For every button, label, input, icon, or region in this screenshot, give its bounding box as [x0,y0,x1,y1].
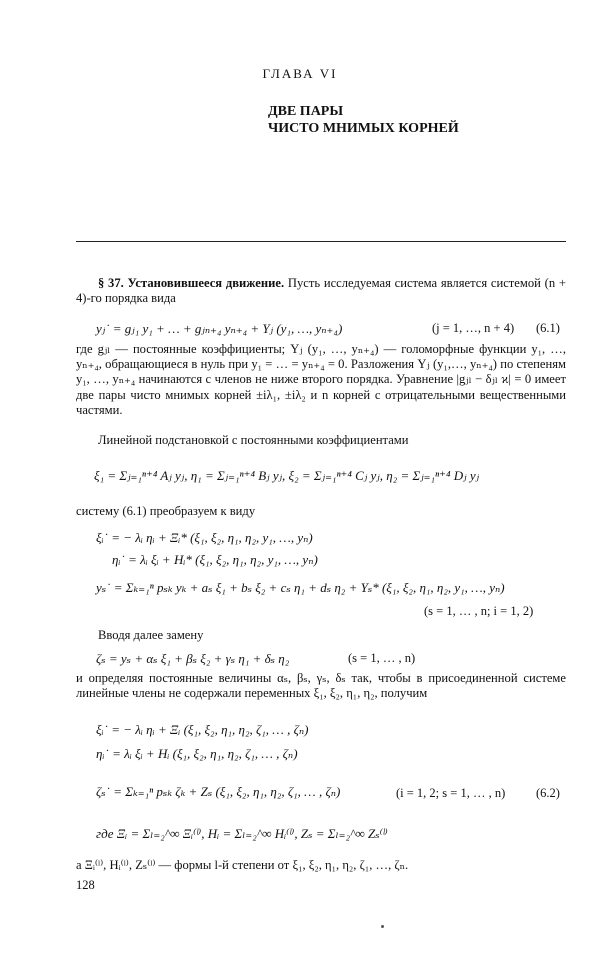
equation-6-1-condition: (j = 1, …, n + 4) [432,321,515,335]
chapter-title-line-2: ЧИСТО МНИМЫХ КОРНЕЙ [268,121,459,136]
section-heading: § 37. Установившееся движение. [98,276,285,290]
equation-6-1-number: (6.1) [536,321,560,335]
chapter-title [268,103,459,137]
equation-system-condition: (s = 1, … , n; i = 1, 2) [424,604,534,618]
equation-eta-dot-2: ηᵢ˙ = λᵢ ξᵢ + Hᵢ (ξ₁, ξ₂, η₁, η₂, ζ₁, … , ζₙ) [96,746,298,761]
equation-xi-dot-2: ξᵢ˙ = − λᵢ ηᵢ + Ξᵢ (ξ₁, ξ₂, η₁, η₂, ζ₁, … , ζₙ) [96,722,309,737]
divider-rule [76,241,566,242]
section-intro-paragraph [76,276,566,306]
constants-paragraph: и определяя постоянные величины αₛ, βₛ, γₛ, δₛ так, чтобы в присоединенной системе линейные члены не содержали переменных ξ₁, ξ₂, η₁, η₂, получим [76,671,566,701]
scan-speck [381,925,384,928]
equation-6-2-condition: (i = 1, 2; s = 1, … , n) [396,786,506,800]
equation-eta-dot: ηᵢ˙ = λᵢ ξᵢ + Hᵢ* (ξ₁, ξ₂, η₁, η₂, y₁, …, yₙ) [112,552,318,567]
forms-paragraph: а Ξᵢ⁽ˡ⁾, Hᵢ⁽ˡ⁾, Zₛ⁽ˡ⁾ — формы l-й степени от ξ₁, ξ₂, η₁, η₂, ζ₁, …, ζₙ. [76,858,409,872]
equation-xi-dot: ξᵢ˙ = − λᵢ ηᵢ + Ξᵢ* (ξ₁, ξ₂, η₁, η₂, y₁, …, yₙ) [96,530,313,545]
equation-zeta-condition: (s = 1, … , n) [348,651,416,665]
equation-y-dot: yₛ˙ = Σₖ₌₁ⁿ pₛₖ yₖ + aₛ ξ₁ + bₛ ξ₂ + cₛ η₁ + dₛ η₂ + Yₛ* (ξ₁, ξ₂, η₁, η₂, y₁, …, yₙ) [96,580,505,595]
chapter-heading: ГЛАВА VI [262,66,338,81]
equation-zeta-dot: ζₛ˙ = Σₖ₌₁ⁿ pₛₖ ζₖ + Zₛ (ξ₁, ξ₂, η₁, η₂, ζ₁, … , ζₙ) [96,784,341,799]
equation-series: где Ξᵢ = Σₗ₌₂^∞ Ξᵢ⁽ˡ⁾, Hᵢ = Σₗ₌₂^∞ Hᵢ⁽ˡ⁾, Zₛ = Σₗ₌₂^∞ Zₛ⁽ˡ⁾ [96,826,388,841]
page-number: 128 [76,878,95,892]
replacement-intro: Вводя далее замену [98,628,204,642]
equation-substitution: ξ₁ = Σⱼ₌₁ⁿ⁺⁴ Aⱼ yⱼ, η₁ = Σⱼ₌₁ⁿ⁺⁴ Bⱼ yⱼ, ξ₂ = Σⱼ₌₁ⁿ⁺⁴ Cⱼ yⱼ, η₂ = Σⱼ₌₁ⁿ⁺⁴ Dⱼ yⱼ [94,468,480,483]
intro-text: Пусть исследуемая система является системой (n + 4)-го порядка вида [76,276,566,306]
equation-6-2-number: (6.2) [536,786,560,800]
equation-6-1: yⱼ˙ = gⱼ₁ y₁ + … + gⱼₙ₊₄ yₙ₊₄ + Yⱼ (y₁, …, yₙ₊₄) [96,321,343,336]
transform-intro: систему (6.1) преобразуем к виду [76,504,256,518]
coefficients-paragraph: где gⱼₗ — постоянные коэффициенты; Yⱼ (y₁, …, yₙ₊₄) — голоморфные функции y₁, …, yₙ₊₄, обращающиеся в нуль при y₁ = … = yₙ₊₄ = 0. Разложения Yⱼ (y₁,…, yₙ₊₄) по степеням y₁, …, yₙ₊₄ начинаются с членов не ниже второго порядка. Уравнение |gⱼₗ − δⱼₗ ϰ| = 0 имеет две пары чисто мнимых корней ±iλ₁, ±iλ₂ и n корней с отрицательными вещественными частями. [76,342,566,417]
substitution-intro: Линейной подстановкой с постоянными коэффициентами [98,433,409,447]
equation-zeta: ζₛ = yₛ + αₛ ξ₁ + βₛ ξ₂ + γₛ η₁ + δₛ η₂ [96,651,290,666]
chapter-title-line-1: ДВЕ ПАРЫ [268,104,344,119]
